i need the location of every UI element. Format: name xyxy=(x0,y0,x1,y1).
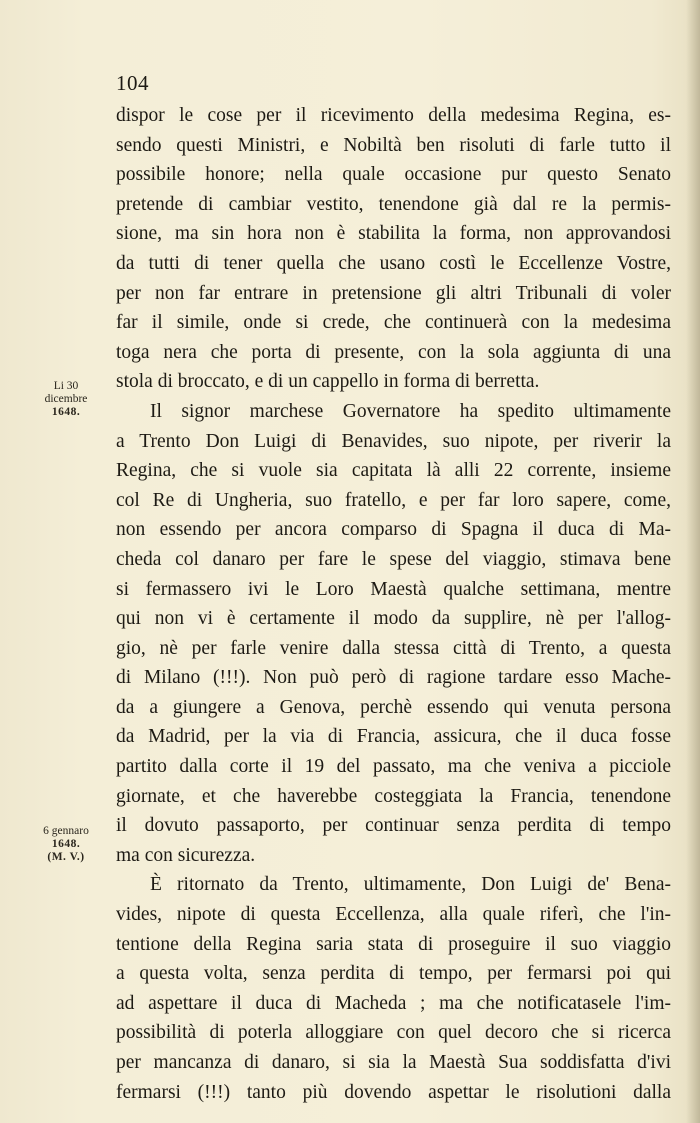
text-line: stola di broccato, e di un cappello in forma di berretta. xyxy=(116,371,540,393)
text-line: da Madrid, per la via di Francia, assicura, che il duca fosse xyxy=(116,726,671,748)
text-line: far il simile, onde si crede, che continuerà con la medesima xyxy=(116,312,671,334)
text-line: possibile honore; nella quale occasione pur questo Senato xyxy=(116,164,671,186)
page-number: 104 xyxy=(116,71,149,95)
text-line: toga nera che porta di presente, con la sola aggiunta di una xyxy=(116,341,671,363)
margin-note-line: 6 gennaro xyxy=(43,825,89,837)
text-line: ad aspettare il duca di Macheda ; ma che notificatasele l'im- xyxy=(116,992,671,1014)
margin-note-line: Li 30 xyxy=(53,380,79,392)
margin-date-note xyxy=(20,380,112,419)
text-line: Il signor marchese Governatore ha spedito ultimamente xyxy=(150,400,671,422)
margin-note-line: 1648. xyxy=(51,406,81,418)
text-line: partito dalla corte il 19 del passato, ma che veniva a picciole xyxy=(116,756,671,778)
text-line: per mancanza di danaro, si sia la Maestà Sua soddisfatta d'ivi xyxy=(116,1052,671,1073)
text-line: Regina, che si vuole sia capitata là alli 22 corrente, insieme xyxy=(116,460,671,482)
text-line: a questa volta, senza perdita di tempo, per fermarsi poi qui xyxy=(116,963,671,985)
text-line: per non far entrare in pretensione gli altri Tribunali di voler xyxy=(116,282,671,304)
text-line: giornate, et che haverebbe costeggiata la Francia, tenendone xyxy=(116,785,671,807)
margin-note-line: 1648. xyxy=(51,838,81,850)
margin-note-line: dicembre xyxy=(44,393,88,405)
text-line: di Milano (!!!). Non può però di ragione tardare esso Mache- xyxy=(116,667,671,689)
text-line: da a giungere a Genova, perchè essendo qui venuta persona xyxy=(116,696,671,718)
margin-note-line: (M. V.) xyxy=(47,851,85,863)
text-line: il dovuto passaporto, per continuar senza perdita di tempo xyxy=(116,815,671,837)
text-line: ma con sicurezza. xyxy=(116,844,256,866)
text-line: fermarsi (!!!) tanto più dovendo aspettar le risolutioni dalla xyxy=(116,1081,671,1103)
text-line: a Trento Don Luigi di Benavides, suo nipote, per riverir la xyxy=(116,430,671,452)
body-text xyxy=(116,101,671,1107)
text-line: dispor le cose per il ricevimento della medesima Regina, es- xyxy=(116,105,671,126)
text-line: cheda col danaro per fare le spese del viaggio, stimava bene xyxy=(116,548,671,570)
text-line: È ritornato da Trento, ultimamente, Don Luigi de' Bena- xyxy=(150,874,671,896)
text-line: da tutti di tener quella che usano costì le Eccellenze Vostre, xyxy=(116,252,671,274)
text-line: pretende di cambiar vestito, tenendone già dal re la permis- xyxy=(116,193,671,215)
text-line: qui non vi è certamente il modo da supplire, nè per l'allog- xyxy=(116,608,671,630)
text-line: possibilità di poterla alloggiare con quel decoro che si ricerca xyxy=(116,1022,671,1044)
text-line: sendo questi Ministri, e Nobiltà ben risoluti di farle tutto il xyxy=(116,134,671,156)
text-line: vides, nipote di questa Eccellenza, alla quale riferì, che l'in- xyxy=(116,904,671,926)
text-line: si fermassero ivi le Loro Maestà qualche settimana, mentre xyxy=(116,578,671,600)
text-line: col Re di Ungheria, suo fratello, e per far loro sapere, come, xyxy=(116,489,671,511)
text-line: gio, nè per farle venire dalla stessa città di Trento, a questa xyxy=(116,637,671,659)
margin-date-note xyxy=(20,825,112,864)
text-line: tentione della Regina saria stata di proseguire il suo viaggio xyxy=(116,933,671,955)
page-edge-shadow xyxy=(686,0,700,1123)
text-line: sione, ma sin hora non è stabilita la forma, non approvandosi xyxy=(116,223,671,245)
text-line: non essendo per ancora comparso di Spagna il duca di Ma- xyxy=(116,519,671,541)
